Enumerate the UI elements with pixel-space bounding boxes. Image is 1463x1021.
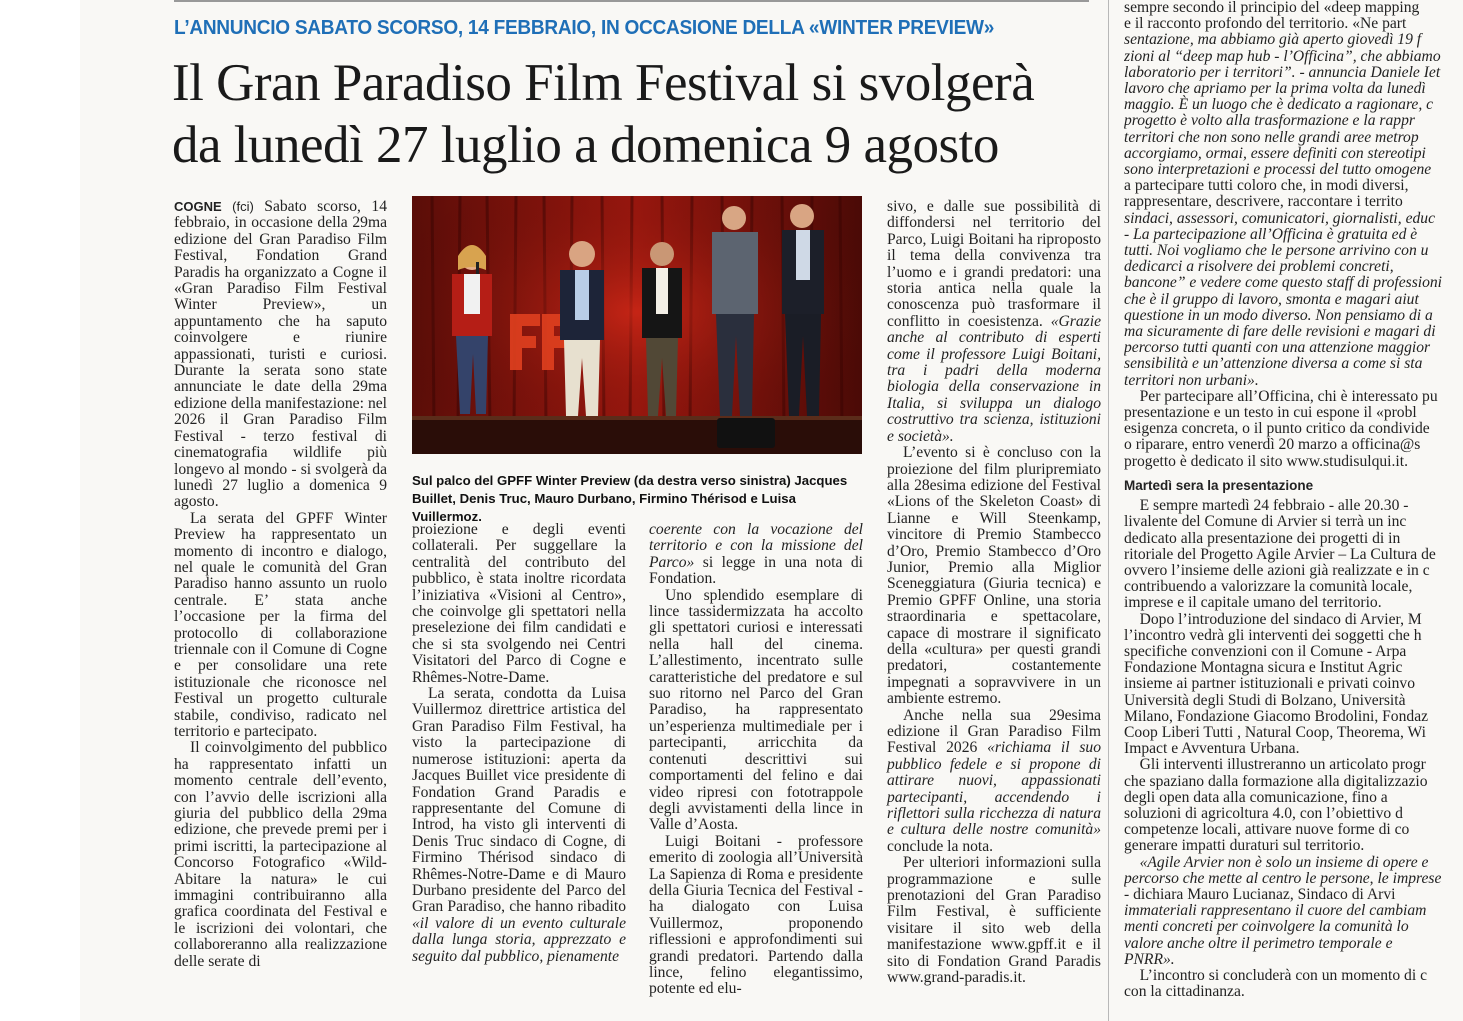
text-line: sindaci, assessori, comunicatori, giornalisti, educ xyxy=(1124,209,1435,227)
text-line: competenze locali, attivare nuove forme di co xyxy=(1124,821,1410,839)
text-line: degli open data alla comunicazione, fino a xyxy=(1124,788,1388,806)
paragraph-text: Anche nella sua 29esima edizione il Gran Paradiso Film Festival 2026 xyxy=(887,706,1101,757)
adjacent-article-column xyxy=(1124,0,1463,1000)
text-line: dedicato alla presentazione dei progetti di in xyxy=(1124,529,1401,547)
text-line: menti concreti per coinvolgere la comunità lo xyxy=(1124,918,1409,936)
lead-paragraph xyxy=(174,199,387,511)
top-rule xyxy=(174,0,1089,2)
headline-line-2: da lunedì 27 luglio a domenica 9 agosto xyxy=(172,116,999,174)
author-credit: (fci) xyxy=(232,199,254,214)
text-line: generare impatti duraturi sul territorio. xyxy=(1124,837,1365,855)
text-line: Gli interventi illustreranno un articolato progr xyxy=(1124,756,1426,774)
text-line: sempre secondo il principio del «deep mapping xyxy=(1124,0,1420,16)
text-line: livalente del Comune di Arvier si terrà un inc xyxy=(1124,513,1407,531)
paragraph: La serata del GPFF Winter Preview ha rappresentato un momento di incontro e dialogo, nel quale le comunità del Gran Paradiso hanno assunto un ruolo centrale. E’ stata anche l’occasione per la firma del protocollo di collaborazione triennale con il Comune di Cogne e per consolidare una rete istituzionale che riconosce nel Festival un progetto culturale stabile, condiviso, radicato nel territorio e partecipato. xyxy=(174,509,387,740)
text-line: progetto è volto alla trasformazione e la rappr xyxy=(1124,112,1415,130)
paragraph: Luigi Boitani - professore emerito di zoologia all’Università La Sapienza di Roma e presidente della Giuria Tecnica del Festival - ha dialogato con Luisa Vuillermoz, proponendo riflessioni e approfondimenti sui grandi predatori. Partendo dalla lince, felino elegantissimo, potente ed elu- xyxy=(649,832,863,998)
lead-text: Sabato scorso, 14 febbraio, in occasione della 29ma edizione del Gran Paradiso Film Festival, Fondation Grand Paradis ha organizzato a Cogne il «Gran Paradiso Film Festival Winter Preview», un appuntamento che ha saputo coinvolgere e riunire appassionati, turisti e curiosi. Durante la serata sono state annunciate le date della 29ma edizione della manifestazione: nel 2026 il Gran Paradiso Film Festival - terzo festival di cinematografia wildlife più longevo al mondo - si svolgerà da lunedì 27 luglio a domenica 9 agosto. xyxy=(174,198,387,511)
text-line: ma sicuramente di fare delle revisioni e magari di xyxy=(1124,323,1436,341)
text-line: a partecipare tutti coloro che, in modi diversi, xyxy=(1124,177,1409,195)
text-line: imprese e il capitale umano del territorio. xyxy=(1124,594,1382,612)
text-line: maggio. È un luogo che è dedicato a ragionare, c xyxy=(1124,96,1434,114)
paragraph xyxy=(887,708,1101,856)
paragraph xyxy=(887,199,1101,445)
text-line: immateriali rappresentano il cuore del cambiam xyxy=(1124,902,1427,920)
text-line: Milano, Fondazione Giacomo Brodolini, Fondaz xyxy=(1124,707,1429,725)
article-column-1 xyxy=(174,199,387,970)
text-line: laboratorio per i territori”. - annuncia Daniele Iet xyxy=(1124,63,1441,81)
text-line: territori non urbani». xyxy=(1124,371,1259,389)
quote-text: «Grazie anche al contributo di esperti come il professore Luigi Boitani, tra i padri della moderna biologia della conservazione in Italia, si sviluppa un dialogo costruttivo tra scienza, istituzioni e società». xyxy=(887,312,1101,445)
text-line: con la cittadinanza. xyxy=(1124,983,1245,1001)
article-column-3 xyxy=(649,522,863,998)
quote-text: «il valore di un evento culturale dalla lunga storia, apprezzato e seguito dal pubblico, pienamente xyxy=(412,914,626,965)
paragraph-text: si legge in una nota di Fondation. xyxy=(649,553,863,588)
text-line: valore anche oltre il perimetro temporale e xyxy=(1124,934,1393,952)
text-line: Dopo l’introduzione del sindaco di Arvier, M xyxy=(1124,610,1422,628)
text-line: sentazione, ma abbiamo già aperto giovedì 19 f xyxy=(1124,31,1422,49)
article-column-2 xyxy=(412,522,626,965)
paragraph: Uno splendido esemplare di lince tassidermizzata ha accolto gli spettatori curiosi e interessati nella hall del cinema. L’allestimento, incentrato sulle caratteristiche del predatore e sul suo ritorno nel Parco del Gran Paradiso, ha rappresentato un’esperienza multimediale per i partecipanti, arricchita da contenuti descrittivi sui comportamenti del felino e dai video ripresi con fototrappole degli avvistamenti della lince in Valle d’Aosta. xyxy=(649,586,863,834)
kicker: L’ANNUNCIO SABATO SCORSO, 14 FEBBRAIO, IN OCCASIONE DELLA «WINTER PREVIEW» xyxy=(174,16,995,39)
paragraph: Per ulteriori informazioni sulla programmazione e sulle prenotazioni del Gran Paradiso Film Festival, è sufficiente visitare il sito web della manifestazione www.gpff.it e il sito di Fondation Grand Paradis www.grand-paradis.it. xyxy=(887,854,1101,987)
text-line: e il racconto profondo del territorio. «Ne part xyxy=(1124,15,1407,33)
text-line: L’incontro si concluderà con un momento di c xyxy=(1124,966,1427,984)
section-subhead: Martedì sera la presentazione xyxy=(1124,477,1314,493)
text-line: sensibilità e un’attenzione diversa a come si sta xyxy=(1124,355,1423,373)
headline-line-1: Il Gran Paradiso Film Festival si svolgerà xyxy=(172,54,1035,112)
text-line: Fondazione Montagna sicura e Institut Agric xyxy=(1124,659,1403,677)
text-line: lavoro che apriamo per la prima volta da lunedì xyxy=(1124,80,1426,98)
article-column-4 xyxy=(887,199,1101,987)
quote-text: coerente con la vocazione del territorio e con la missione del Parco» xyxy=(649,521,863,571)
text-line: rappresentare, descrivere, raccontare i territo xyxy=(1124,193,1403,211)
text-line: presentazione e un testo in cui espone il «probl xyxy=(1124,404,1417,422)
text-line: esigenza concreta, o il punto critico da condivide xyxy=(1124,420,1430,438)
adjacent-article-upper xyxy=(1124,0,1463,470)
text-line: Per partecipare all’Officina, chi è interessato pu xyxy=(1124,387,1438,405)
text-line: contribuendo a valorizzare la comunità locale, xyxy=(1124,578,1413,596)
text-line: ritoriale del Progetto Agile Arvier – La Cultura de xyxy=(1124,545,1436,563)
text-line: Coop Liberi Tutti , Natural Coop, Theorema, Wi xyxy=(1124,723,1426,741)
text-line: - dichiara Mauro Lucianaz, Sindaco di Arvi xyxy=(1124,885,1396,903)
stage-photo-image xyxy=(412,196,862,454)
text-line: ovvero l’insieme delle azioni già realizzate e in c xyxy=(1124,561,1430,579)
paragraph-text: conclude la nota. xyxy=(887,837,994,855)
event-photo xyxy=(412,196,862,454)
text-line: E sempre martedì 24 febbraio - alle 20.30 - xyxy=(1124,497,1409,515)
text-line: specifiche convenzioni con il Comune - Arpa xyxy=(1124,642,1407,660)
text-line: territori che non sono nelle grandi aree metrop xyxy=(1124,128,1419,146)
text-line: o riparare, entro venerdì 20 marzo a officina@s xyxy=(1124,436,1421,454)
dateline: COGNE xyxy=(174,199,222,214)
headline xyxy=(172,52,1112,176)
paragraph xyxy=(649,522,863,588)
paragraph: Il coinvolgimento del pubblico ha rappresentato infatti un momento centrale dell’evento, con l’avvio delle iscrizioni alla giuria del pubblico della 29ma edizione, che prevede premi per i primi iscritti, la partecipazione al Concorso Fotografico «Wild-Abitare la natura» le cui immagini contribuiranno alla grafica coordinata del Festival e le iscrizioni dei volontari, che collaboreranno alla realizzazione delle serate di xyxy=(174,739,387,970)
paragraph-text: La serata, condotta da Luisa Vuillermoz direttrice artistica del Gran Paradiso Film Festival, ha visto la partecipazione di numerose istituzioni: aperta da Jacques Buillet vice presidente di Fondation Grand Paradis e rappresentante del Comune di Introd, ha visto gli interventi di Denis Truc sindaco di Cogne, di Firmino Thérisod sindaco di Rhêmes-Notre-Dame e di Mauro Durbano presidente del Parco del Gran Paradiso, che hanno ribadito xyxy=(412,685,626,916)
text-line: che spaziano dalla formazione alla digitalizzazio xyxy=(1124,772,1428,790)
text-line: percorso che mette al centro le persone, le imprese xyxy=(1124,869,1442,887)
text-line: insieme ai partner istituzionali e privati coinvo xyxy=(1124,675,1415,693)
text-line: Università degli Studi di Bolzano, Università xyxy=(1124,691,1406,709)
text-line: progetto è dedicato il sito www.studisulqui.it. xyxy=(1124,452,1408,470)
quote-text: «richiama il suo pubblico fedele e si propone di attirare nuovi, appassionati partecipanti, accendendo i riflettori sulla ricchezza di natura e cultura delle nostre comunità» xyxy=(887,739,1101,839)
photo-caption: Sul palco del GPFF Winter Preview (da destra verso sinistra) Jacques Buillet, Denis Truc, Mauro Durbano, Firmino Thérisod e Luisa Vuillermoz. xyxy=(412,473,848,524)
text-line: «Agile Arvier non è solo un insieme di opere e xyxy=(1124,853,1429,871)
paragraph: L’evento si è concluso con la proiezione del film pluripremiato alla 28esima edizione del Festival «Lions of the Skeleton Coast» di Lianne e Will Steenkamp, vincitore di Premio Stambecco d’Oro, Premio Stambecco d’Oro Junior, Premio alla Miglior Sceneggiatura (Giuria tecnica) e Premio GPFF Online, una storia straordinaria e spettacolare, capace di mostrare il significato della «cultura» per questi grandi predatori, costantemente impegnati a sopravvivere in un ambiente estremo. xyxy=(887,444,1101,708)
adjacent-article-lower xyxy=(1124,498,1463,1000)
text-line: l’incontro vedrà gli interventi dei soggetti che h xyxy=(1124,626,1422,644)
paragraph xyxy=(412,686,626,965)
text-line: questione in un modo diverso. Non pensiamo di a xyxy=(1124,306,1433,324)
text-line: Impact e Avventura Urbana. xyxy=(1124,740,1300,758)
text-line: dedicarci a risolvere dei problemi concreti, xyxy=(1124,258,1394,276)
text-line: PNRR». xyxy=(1124,950,1175,968)
text-line: tutti. Noi vogliamo che le persone arrivino con u xyxy=(1124,242,1429,260)
text-line: accorgiamo, ormai, essere definiti con stereotipi xyxy=(1124,144,1426,162)
text-line: bancone” e vedere come questo staff di professioni xyxy=(1124,274,1443,292)
text-line: zioni al “deep map hub - l’Officina”, che abbiamo xyxy=(1124,47,1441,65)
text-line: percorso tutti quanti con una attenzione maggior xyxy=(1124,339,1431,357)
text-line: - La partecipazione all’Officina è gratuita ed è xyxy=(1124,225,1418,243)
text-line: che è il gruppo di lavoro, smonta e magari aiut xyxy=(1124,290,1419,308)
paragraph: proiezione e degli eventi collaterali. Per suggellare la centralità del contributo del pubblico, è stata inoltre ricordata l’iniziativa «Visioni al Centro», che coinvolge gli spettatori nella preselezione dei film candidati e che si sta svolgendo nei Centri Visitatori del Parco di Cogne e Rhêmes-Notre-Dame. xyxy=(412,521,626,686)
paragraph-text: sivo, e dalle sue possibilità di diffondersi nel territorio del Parco, Luigi Boitani ha riproposto il tema della convivenza tra l’uomo e i grandi predatori: una storia antica nella quale la conoscenza può trasformare il conflitto in coesistenza. xyxy=(887,198,1101,330)
text-line: soluzioni di agricoltura 4.0, con l’obiettivo d xyxy=(1124,804,1403,822)
text-line: sono interpretazioni e processi del tutto omogene xyxy=(1124,161,1432,179)
